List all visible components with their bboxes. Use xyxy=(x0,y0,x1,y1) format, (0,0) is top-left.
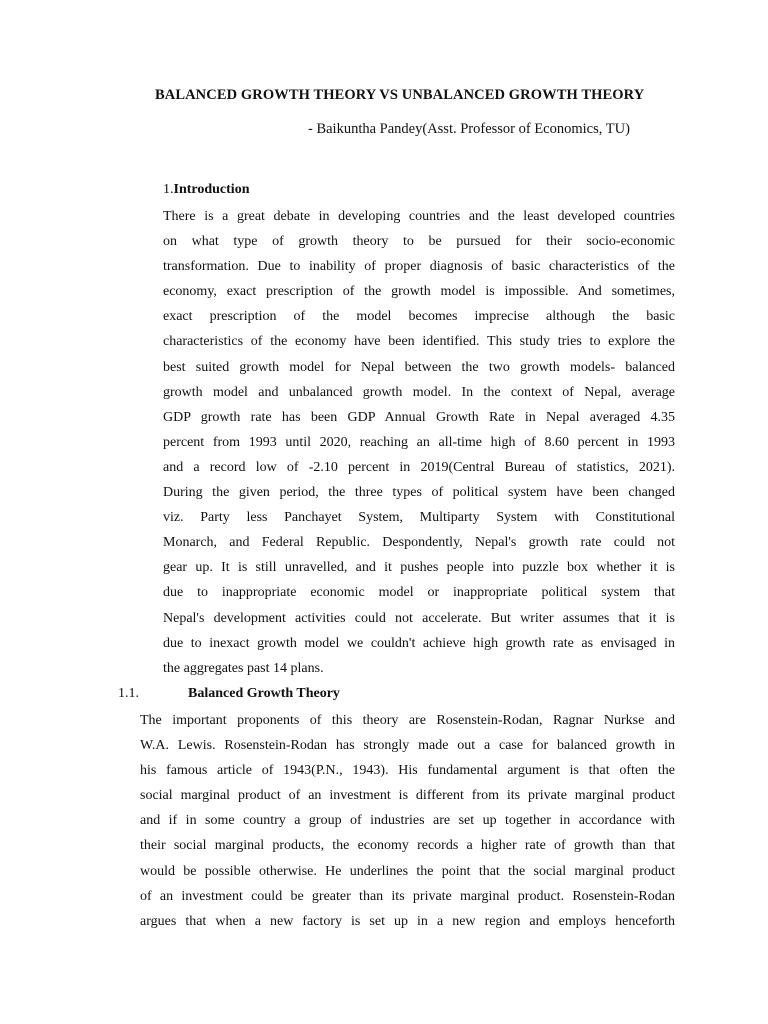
section-heading-introduction xyxy=(163,182,249,198)
text-line: on what type of growth theory to be pursued for their socio-economic xyxy=(163,234,675,250)
section-title: Balanced Growth Theory xyxy=(188,686,340,701)
text-line: and if in some country a group of industries are set up together in accordance with xyxy=(140,813,675,829)
text-line: W.A. Lewis. Rosenstein-Rodan has strongly made out a case for balanced growth in xyxy=(140,738,675,754)
text-line: of an investment could be greater than its private marginal product. Rosenstein-Rodan xyxy=(140,888,675,904)
text-line: Monarch, and Federal Republic. Despondently, Nepal's growth rate could not xyxy=(163,535,675,551)
text-line: gear up. It is still unravelled, and it pushes people into puzzle box whether it is xyxy=(163,560,675,576)
text-line: viz. Party less Panchayet System, Multiparty System with Constitutional xyxy=(163,510,675,526)
text-line: due to inappropriate economic model or inappropriate political system that xyxy=(163,585,675,601)
balanced-growth-paragraph xyxy=(140,708,675,934)
text-line: exact prescription of the model becomes imprecise although the basic xyxy=(163,309,675,325)
text-line: the aggregates past 14 plans. xyxy=(163,660,324,676)
text-line: best suited growth model for Nepal between the two growth models- balanced xyxy=(163,359,675,375)
text-line: due to inexact growth model we couldn't achieve high growth rate as envisaged in xyxy=(163,635,675,651)
section-heading-balanced-growth xyxy=(118,686,340,702)
text-line: and a record low of -2.10 percent in 2019(Central Bureau of statistics, 2021). xyxy=(163,459,675,475)
text-line: The important proponents of this theory are Rosenstein-Rodan, Ragnar Nurkse and xyxy=(140,713,675,728)
document-title: BALANCED GROWTH THEORY VS UNBALANCED GROWTH THEORY xyxy=(155,87,645,103)
section-number: 1. xyxy=(163,182,174,197)
section-title: Introduction xyxy=(173,182,250,197)
text-line: social marginal product of an investment is different from its private marginal product xyxy=(140,788,675,804)
text-line: Nepal's development activities could not accelerate. But writer assumes that it is xyxy=(163,610,675,626)
text-line: During the given period, the three types of political system have been changed xyxy=(163,485,675,501)
text-line: their social marginal products, the economy records a higher rate of growth than that xyxy=(140,838,675,854)
text-line: economy, exact prescription of the growth model is impossible. And sometimes, xyxy=(163,284,675,300)
author-line: - Baikuntha Pandey(Asst. Professor of Economics, TU) xyxy=(308,121,630,137)
text-line: percent from 1993 until 2020, reaching an all-time high of 8.60 percent in 1993 xyxy=(163,434,675,450)
section-number: 1.1. xyxy=(118,686,139,701)
text-line: would be possible otherwise. He underlines the point that the social marginal product xyxy=(140,863,675,879)
text-line: transformation. Due to inability of proper diagnosis of basic characteristics of the xyxy=(163,259,675,275)
text-line: characteristics of the economy have been identified. This study tries to explore the xyxy=(163,334,675,350)
text-line: his famous article of 1943(P.N., 1943). His fundamental argument is that often the xyxy=(140,763,675,779)
introduction-paragraph xyxy=(163,204,675,681)
text-line: argues that when a new factory is set up in a new region and employs henceforth xyxy=(140,913,675,929)
text-line: GDP growth rate has been GDP Annual Growth Rate in Nepal averaged 4.35 xyxy=(163,409,675,425)
text-line: growth model and unbalanced growth model. In the context of Nepal, average xyxy=(163,384,675,400)
text-line: There is a great debate in developing countries and the least developed countries xyxy=(163,209,675,224)
